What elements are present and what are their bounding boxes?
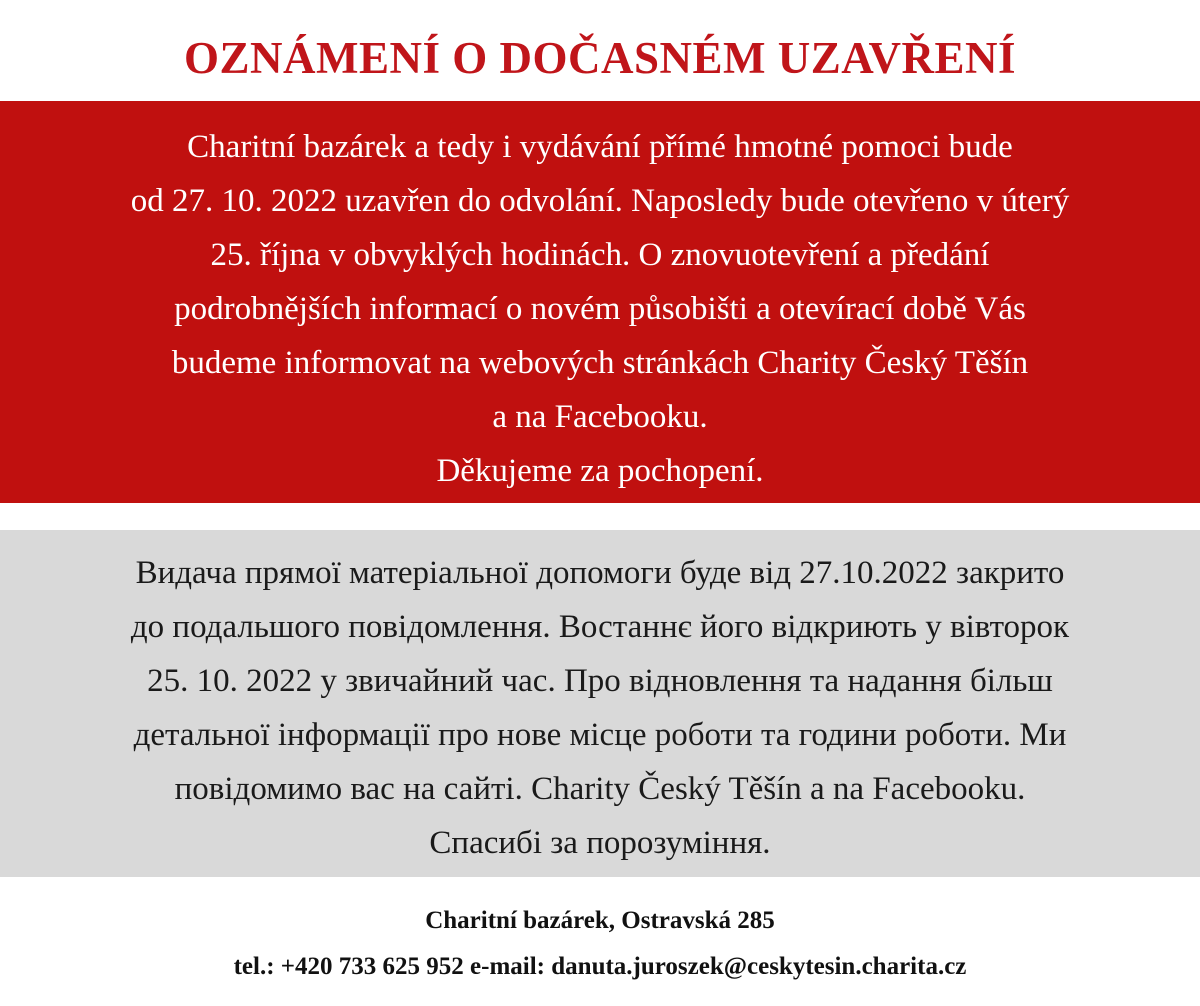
czech-notice-line: Charitní bazárek a tedy i vydávání přímé hmotné pomoci bude	[187, 129, 1013, 165]
ukrainian-notice-line: повідомимо вас на сайті. Charity Český Těšín a na Facebooku.	[174, 771, 1026, 807]
czech-notice-line: 25. října v obvyklých hodinách. O znovuotevření a předání	[210, 237, 990, 273]
ukrainian-notice-line: до подальшого повідомлення. Востаннє його відкриють у вівторок	[130, 609, 1070, 645]
ukrainian-notice-line: детальної інформації про нове місце роботи та години роботи. Ми	[133, 717, 1067, 753]
ukrainian-notice-text	[0, 546, 1200, 870]
czech-notice-line: a na Facebooku.	[492, 399, 708, 435]
ukrainian-notice-line: 25. 10. 2022 у звичайний час. Про відновлення та надання більш	[147, 663, 1053, 699]
czech-notice-text	[0, 120, 1200, 498]
page-title: OZNÁMENÍ O DOČASNÉM UZAVŘENÍ	[184, 33, 1016, 83]
czech-notice-line: od 27. 10. 2022 uzavřen do odvolání. Naposledy bude otevřeno v úterý	[130, 183, 1070, 219]
czech-notice-line: podrobnějších informací o novém působišti a otevírací době Vás	[174, 291, 1026, 327]
contact-footer	[0, 898, 1200, 990]
footer-address: Charitní bazárek, Ostravská 285	[425, 907, 775, 934]
ukrainian-notice-thanks: Спасибі за порозуміння.	[429, 825, 771, 861]
czech-notice-thanks: Děkujeme za pochopení.	[436, 453, 764, 489]
ukrainian-notice-line: Видача прямої матеріальної допомоги буде від 27.10.2022 закрито	[135, 555, 1065, 591]
czech-notice-line: budeme informovat na webových stránkách Charity Český Těšín	[171, 345, 1029, 381]
footer-contact: tel.: +420 733 625 952 e-mail: danuta.juroszek@ceskytesin.charita.cz	[233, 953, 967, 980]
